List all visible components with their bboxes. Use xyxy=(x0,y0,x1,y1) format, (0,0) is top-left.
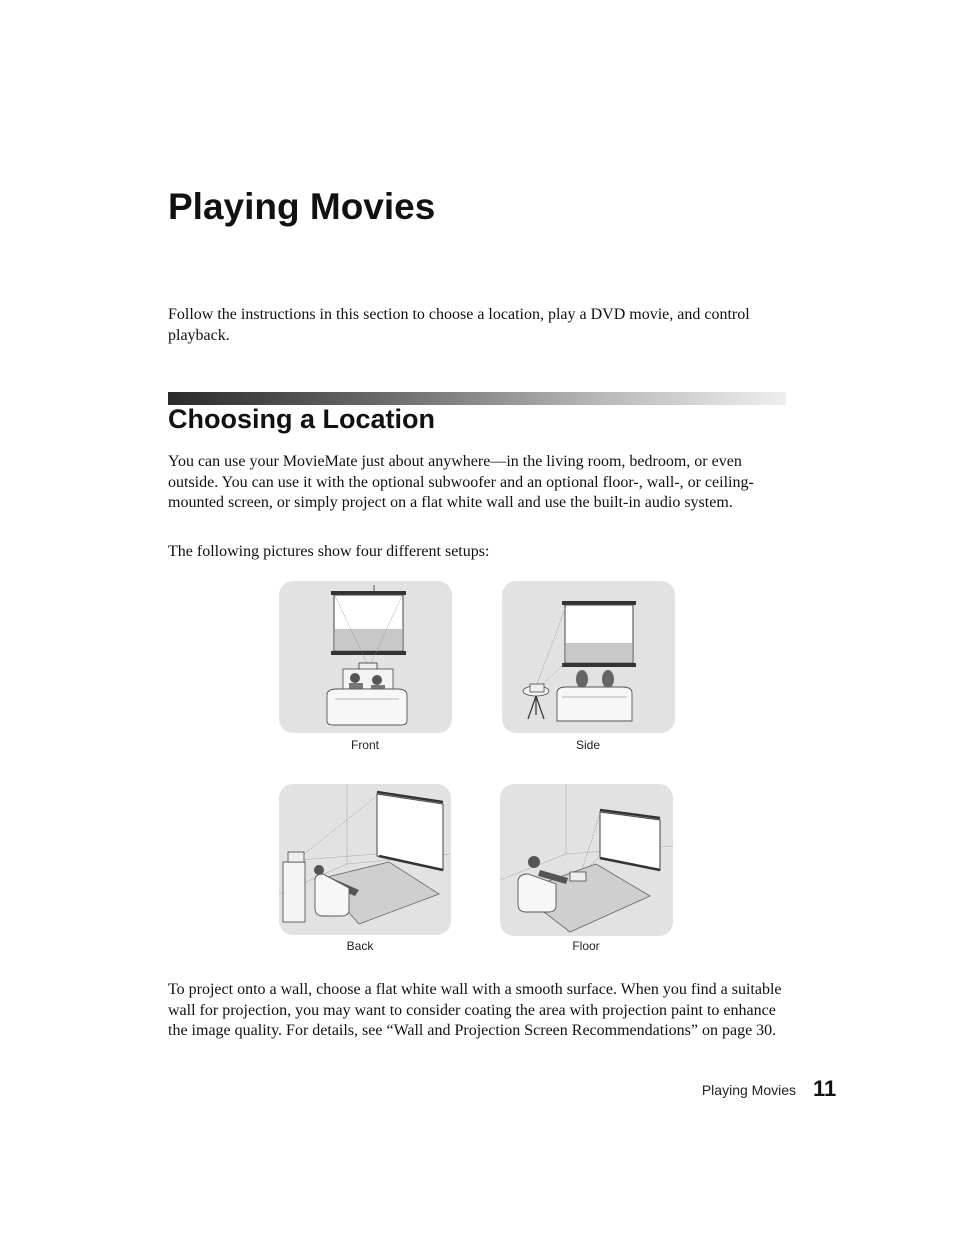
page-number: 11 xyxy=(813,1076,837,1101)
back-setup-illustration xyxy=(279,784,451,935)
intro-paragraph: Follow the instructions in this section to choose a location, play a DVD movie, and control playback. xyxy=(168,306,750,344)
setups-intro-paragraph: The following pictures show four different setups: xyxy=(168,543,490,560)
figure-caption-floor: Floor xyxy=(572,939,600,953)
floor-setup-illustration xyxy=(500,784,673,936)
footer-section-label: Playing Movies xyxy=(701,1082,796,1098)
location-paragraph: You can use your MovieMate just about anywhere—in the living room, bedroom, or even outside. You can use it with the optional subwoofer and an optional floor-, wall-, or ceiling-mounted screen, or simply project on a flat white wall and use the built-in audio system. xyxy=(168,453,754,511)
side-setup-illustration xyxy=(502,581,675,733)
figure-caption-front: Front xyxy=(350,738,379,752)
wall-projection-paragraph: To project onto a wall, choose a flat white wall with a smooth surface. When you find a suitable wall for projection, you may want to consider coating the area with projection paint to enhance the image quality. For details, see “Wall and Projection Screen Recommendations” on page 30. xyxy=(168,981,782,1039)
figure-caption-side: Side xyxy=(575,738,601,752)
figure-caption-back: Back xyxy=(346,939,374,953)
section-title: Choosing a Location xyxy=(168,404,435,434)
front-setup-illustration xyxy=(279,581,452,733)
chapter-title: Playing Movies xyxy=(168,186,436,227)
